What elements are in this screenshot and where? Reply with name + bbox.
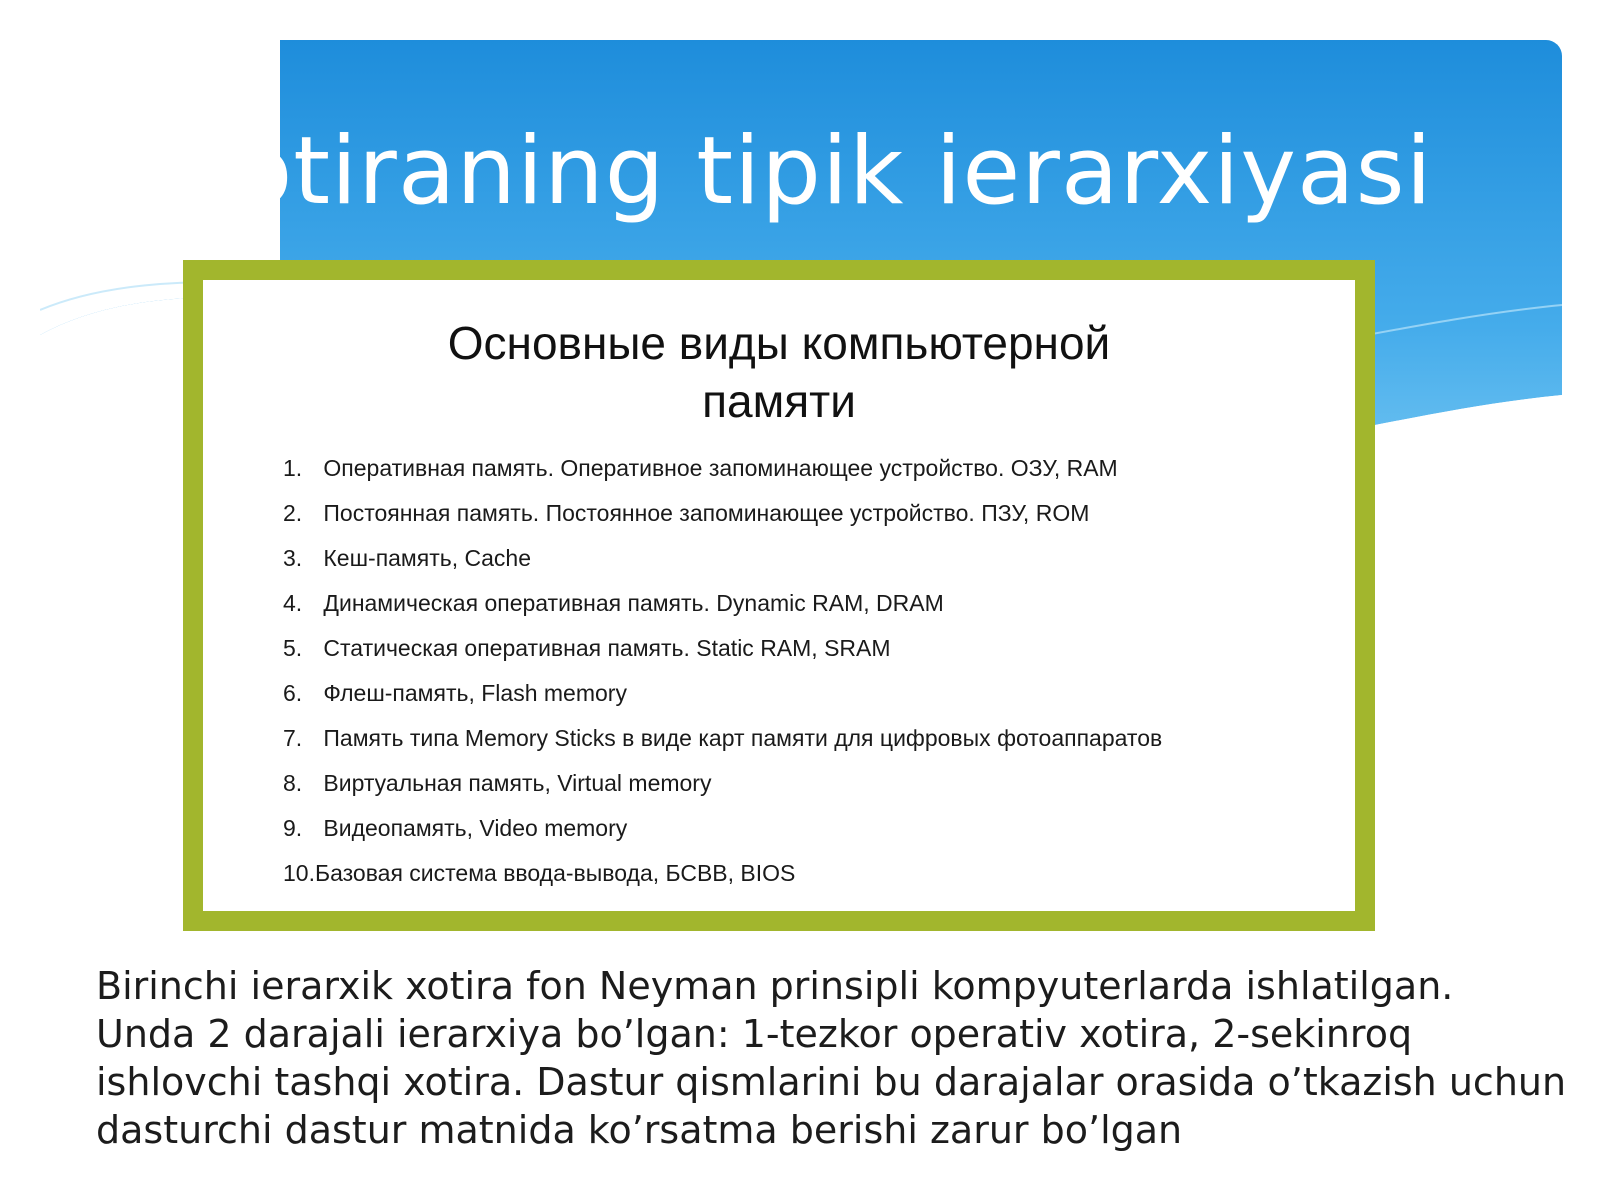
- list-item: [283, 626, 1162, 671]
- memory-types-list: [283, 446, 1162, 896]
- list-item-number: 7.: [283, 725, 303, 751]
- list-item: [283, 716, 1162, 761]
- body-line-4: dasturchi dastur matnida ko’rsatma berishi zarur bo’lgan: [96, 1108, 1183, 1152]
- body-line-1: Birinchi ierarxik xotira fon Neyman prinsipli kompyuterlarda ishlatilgan.: [96, 964, 1454, 1008]
- picture-heading-line-1: Основные виды компьютерной: [447, 317, 1111, 369]
- list-item-text: Постоянная память. Постоянное запоминающее устройство. ПЗУ, ROM: [323, 500, 1090, 526]
- picture-heading-line-2: памяти: [702, 375, 856, 427]
- list-item: [283, 761, 1162, 806]
- list-item-text: Оперативная память. Оперативное запоминающее устройство. ОЗУ, RAM: [323, 455, 1118, 481]
- list-item-text: Виртуальная память, Virtual memory: [323, 770, 712, 796]
- memory-types-picture-canvas: [203, 280, 1355, 911]
- list-item-text: Динамическая оперативная память. Dynamic RAM, DRAM: [323, 590, 944, 616]
- list-item: [283, 446, 1162, 491]
- picture-heading: [203, 314, 1355, 430]
- list-item-text: Видеопамять, Video memory: [323, 815, 628, 841]
- list-item-text: Флеш-память, Flash memory: [323, 680, 627, 706]
- memory-types-picture: [183, 260, 1375, 931]
- list-item-text: Статическая оперативная память. Static RAM, SRAM: [323, 635, 891, 661]
- body-paragraph: [96, 962, 1567, 1154]
- list-item-number: 4.: [283, 590, 303, 616]
- list-item-number: 8.: [283, 770, 303, 796]
- list-item: [283, 581, 1162, 626]
- list-item-number: 10.: [283, 860, 315, 886]
- list-item: [283, 491, 1162, 536]
- body-line-2: Unda 2 darajali ierarxiya bo’lgan: 1-tezkor operativ xotira, 2-sekinroq: [96, 1012, 1413, 1056]
- list-item: [283, 806, 1162, 851]
- slide-title: Xotiraning tipik ierarxiyasi: [169, 117, 1433, 226]
- list-item-number: 9.: [283, 815, 303, 841]
- list-item-number: 1.: [283, 455, 303, 481]
- list-item-text: Память типа Memory Sticks в виде карт памяти для цифровых фотоаппаратов: [323, 725, 1163, 751]
- list-item: [283, 671, 1162, 716]
- list-item-number: 2.: [283, 500, 303, 526]
- body-line-3: ishlovchi tashqi xotira. Dastur qismlarini bu darajalar orasida o’tkazish uchun: [96, 1060, 1567, 1104]
- list-item-text: Базовая система ввода-вывода, БСВВ, BIOS: [314, 860, 796, 886]
- list-item: [283, 536, 1162, 581]
- list-item-number: 3.: [283, 545, 303, 571]
- list-item-text: Кеш-память, Cache: [323, 545, 531, 571]
- list-item: [283, 851, 1162, 896]
- list-item-number: 6.: [283, 680, 303, 706]
- list-item-number: 5.: [283, 635, 303, 661]
